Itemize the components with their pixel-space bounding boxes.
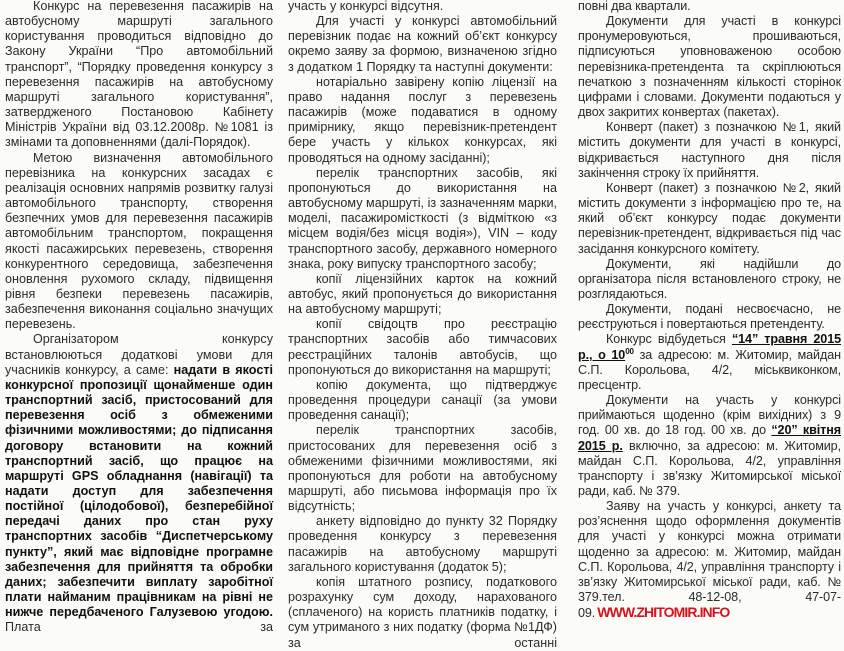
text-segment: нотаріально завірену копію ліцензії на право надання послуг з перевезень пасажирів (може подаватися в одному примірнику, якщо перевізник-претендент бере участь у кількох конкурсах, які проводяться на одному засіданні); — [288, 74, 557, 165]
text-segment: Конкурс відбудеться — [606, 332, 732, 347]
text-segment: Документи, які надійшли до організатора після встановленого строку, не розглядаються. — [578, 256, 841, 301]
text-segment: копію документа, що підтверджує проведення процедури санації (за умови проведення санації); — [288, 377, 557, 423]
paragraph — [578, 181, 841, 257]
paragraph — [288, 423, 557, 514]
site-watermark: WWW.ZHITOMIR.INFO — [597, 604, 730, 621]
text-segment: Для участі у конкурсі автомобільний перевізник подає на кожний об’єкт конкурсу окремо заяву за формою, визначеною згідно з додатком 1 Порядку та наступні документи: — [288, 14, 557, 74]
paragraph — [288, 14, 557, 75]
paragraph — [288, 0, 557, 14]
text-segment: Конверт (пакет) з позначкою №1, який містить документи для участі в конкурсі, відкривається наступного дня після закінчення строку їх прийняття. — [578, 120, 841, 180]
text-segment: Документи, подані несвоєчасно, не реєструються і повертаються претенденту. — [578, 302, 841, 332]
text-segment: Документи на участь у конкурсі приймаються щоденно (крім вихідних) з 9 год. 00 хв. до 18 год. 00 хв. до — [578, 393, 841, 438]
paragraph — [288, 378, 557, 423]
paragraph — [578, 257, 841, 302]
paragraph — [578, 14, 841, 120]
paragraph — [288, 272, 557, 317]
text-segment: перелік транспортних засобів, які пропонуються до використання на автобусному маршруті, із зазначенням марки, моделі, пасажиромісткості (з відміткою «з місцем водія/без місця водія»), VIN – коду транспортного засобу, державного номерного знака, року випуску транспортного засобу; — [288, 165, 557, 271]
bold-text: “20” квітня 2015 р. — [578, 423, 841, 453]
text-segment: копія штатного розпису, податкового розрахунку сум доходу, нарахованого (сплаченого) на користь платників податку, і сум утриманого з них податку (форма №1ДФ) за останні — [288, 574, 557, 650]
text-segment: Заяву на участь у конкурсі, анкету та роз’яснення щодо оформлення документів для участі у конкурсі можна отримати щоденно за адресою: м. Житомир, майдан С.П. Корольова, 4/2, управління транспорту і зв’язку Житомирської міської ради, каб. № 379.тел. 48-12-08, 47-07-09. — [578, 499, 841, 621]
paragraph — [5, 332, 273, 635]
paragraph — [288, 575, 557, 651]
text-segment: Метою визначення автомобільного перевізника на конкурсних засадах є реалізація основних напрямів розвитку галузі автомобільного транспорту, створення безпечних умов для перевезення пасажирів автомобільним транспортом, покращення якості пасажирських перевезень, створення конкурентного середовища, забезпечення оновлення рухомого складу, підвищення рівня безпеки перевезень пасажирів, забезпечення виконання соціально значущих перевезень. — [5, 150, 273, 332]
bold-text: “14” травня 2015 р., о 10 — [578, 332, 842, 362]
paragraph — [578, 120, 841, 181]
paragraph — [5, 151, 273, 333]
text-segment: перелік транспортних засобів, пристосованих для перевезення осіб з обмеженими фізичними можливостями, які пропонуються для роботи на автобусному маршруті, або письмова інформація про їх відсутність; — [288, 423, 557, 514]
bold-text: надати в якості конкурсної пропозиції щонайменше один транспортний засіб, пристосований для перевезення осіб з обмеженими фізичними можливостями; до підписання договору встановити на кожний транспортний засіб, що працює на маршруті GPS обладнання (навігації) та надати доступ для забезпечення постійної (цілодобової), безперебійної передачі даних про стан руху транспортних засобів “Диспетчерському пункту”, який має відповідне програмне забезпечення для прийняття та обробки даних; забезпечити виплату заробітної плати найманим працівникам на рівні не нижче передбаченого Галузевою угодою. — [5, 362, 273, 620]
article-column-3 — [578, 0, 841, 621]
paragraph — [578, 302, 841, 332]
article-column-1 — [5, 0, 273, 636]
paragraph — [578, 499, 841, 621]
text-segment: Плата за — [5, 620, 273, 635]
text-segment: Конкурс на перевезення пасажирів на автобусному маршруті загального користування проводиться відповідно до Закону України “Про автомобільний транспорт”, “Порядку проведення конкурсу з перевезення пасажирів на автобусному маршруті загального користування”, затвердженого Постановою Кабінету Міністрів України від 03.12.2008р. №1081 із змінами та доповненнями (далі-Порядок). — [5, 0, 273, 150]
text-segment: Організатором конкурсу встановлюються додаткові умови для учасників конкурсу, а саме: — [5, 332, 273, 377]
text-segment: Конверт (пакет) з позначкою №2, який містить документи з інформацією про те, на який об’єкт конкурсу подає документи перевізник-претендент, відкривається під час засідання конкурсного комітету. — [578, 180, 841, 256]
paragraph — [288, 317, 557, 378]
text-segment: Документи для участі в конкурсі пронумеровуються, прошиваються, підписуються уповноваженою особою перевізника-претендента та скріплюються печаткою з позначенням кількості сторінок цифрами і словами. Документи подаються у двох закритих конвертах (пакетах). — [578, 14, 841, 120]
text-segment: копії ліцензійних карток на кожний автобус, який пропонується до використання на автобусному маршруті; — [288, 271, 557, 317]
text-segment: анкету відповідно до пункту 32 Порядку проведення конкурсу з перевезення пасажирів на автобусному маршруті загального користування (додаток 5); — [288, 514, 557, 574]
paragraph — [578, 332, 841, 393]
bold-text: 00 — [625, 346, 634, 356]
text-segment: включно, за адресою: м. Житомир, майдан С.П. Корольова, 4/2, управління транспорту і зв’язку Житомирської міської ради, каб. № 379. — [578, 438, 841, 498]
paragraph — [288, 75, 557, 166]
paragraph — [578, 393, 841, 499]
text-segment: копії свідоцтв про реєстрацію транспортних засобів або тимчасових реєстраційних талонів автобусів, що пропонуються до використання на маршруті; — [288, 317, 557, 377]
text-segment: повні два квартали. — [578, 0, 691, 13]
paragraph — [288, 514, 557, 575]
text-segment: за адресою: м. Житомир, майдан С.П. Корольова, 4/2, міськвиконком, пресцентр. — [578, 347, 841, 392]
paragraph — [5, 0, 273, 151]
paragraph — [578, 0, 841, 14]
article-column-2 — [288, 0, 557, 651]
paragraph — [288, 166, 557, 272]
text-segment: участь у конкурсі відсутня. — [288, 0, 444, 13]
